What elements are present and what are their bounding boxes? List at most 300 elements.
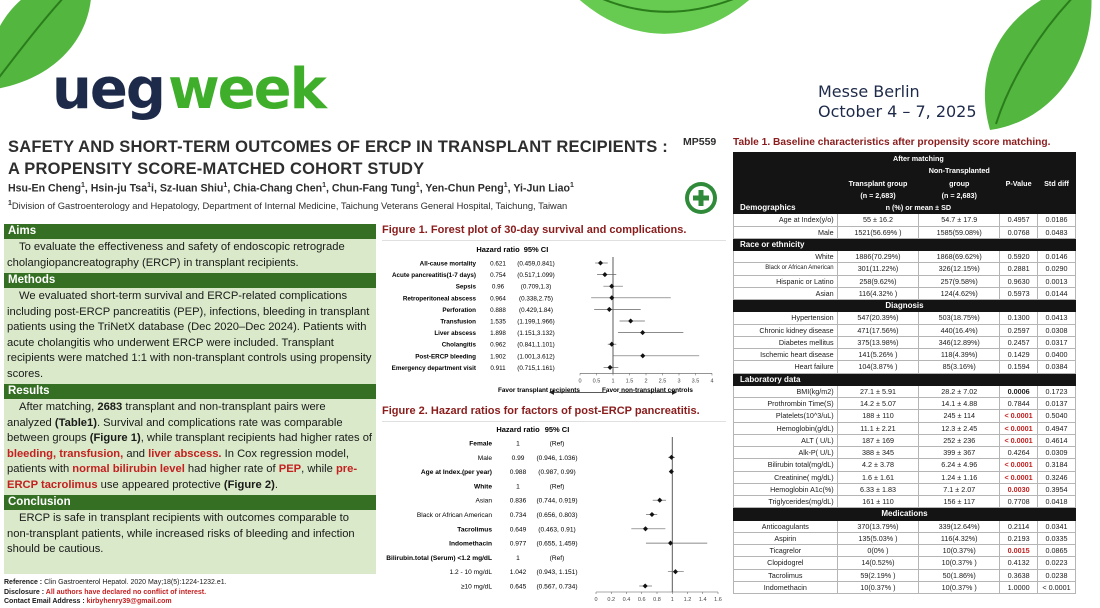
row-label: Asian [734,287,838,299]
non-transplant-value: 12.3 ± 2.45 [919,422,1000,434]
p-value: 0.1300 [1000,312,1038,324]
table-row [734,496,1076,508]
row-label: Creatinine( mg/dL) [734,471,838,483]
non-transplant-header-l1: Non-Transplanted [919,165,1000,177]
std-diff: 0.4947 [1038,422,1076,434]
table-header-blank [734,153,838,165]
x-tick-label: 0.5 [592,378,601,385]
table-row [734,385,1076,397]
non-transplant-value: 7.1 ± 2.07 [919,483,1000,495]
author-name: Hsin-ju Tsa [90,182,148,195]
transplant-value: 388 ± 345 [837,447,919,459]
p-value: 1.0000 [1000,581,1038,593]
conclusion-text: ERCP is safe in transplant recipients with outcomes comparable to non-transplant patients, while increased risks of bleeding and infection should be cautious. [7,512,355,555]
row-label: Emergency department visit [391,364,476,372]
results-heading: Results [4,384,376,399]
ci-value: (0.709,1.3) [520,283,552,291]
ci-value: (0.841,1.101) [517,341,555,349]
x-tick-label: 0.8 [653,597,661,603]
non-transplant-value: 10(0.37% ) [919,557,1000,569]
table-section-row [734,202,1076,214]
transplant-value: 104(3.87% ) [837,361,919,373]
row-label: Cholangitis [441,341,476,349]
x-tick-label: 3 [677,378,681,385]
std-diff: 0.3184 [1038,459,1076,471]
point-estimate [609,284,614,289]
results-figure2-ref: (Figure 2) [223,478,275,491]
row-label: Heart failure [734,361,838,373]
table-row [734,459,1076,471]
author-affiliation-mark: 1 [503,182,508,189]
hazard-ratio-value: 1.042 [509,569,527,577]
ci-value: (0.987, 0.99) [538,469,576,477]
row-label: Age at Index(y/o) [734,214,838,226]
hazard-ratio-value: 0.962 [490,341,506,349]
table-section-label: Laboratory data [734,373,1076,385]
author-affiliation-mark: 1 [147,182,151,189]
std-diff: 0.0418 [1038,496,1076,508]
table-header-blank [1038,165,1076,177]
transplant-value: 0(0% ) [837,545,919,557]
table-header-blank [1000,153,1038,165]
x-tick-label: 1.6 [714,597,722,603]
row-label: Hemoglobin A1c(%) [734,483,838,495]
non-transplant-value: 245 ± 114 [919,410,1000,422]
std-diff: 0.4614 [1038,434,1076,446]
row-label: Hemoglobin(g/dL) [734,422,838,434]
transplant-value: 59(2.19% ) [837,569,919,581]
transplant-value: 375(13.98%) [837,336,919,348]
non-transplant-value: 440(16.4%) [919,324,1000,336]
p-value: 0.7708 [1000,496,1038,508]
std-diff: < 0.0001 [1038,581,1076,593]
std-diff: 0.0413 [1038,312,1076,324]
table-section-row [734,508,1076,520]
results-highlight: bleeding, transfusion, [7,447,124,460]
non-transplant-value: 503(18.75%) [919,312,1000,324]
row-label: Transfusion [440,318,476,326]
ci-value: (0.946, 1.036) [536,454,578,462]
hazard-ratio-value: 0.99 [511,454,525,462]
point-estimate [609,295,614,300]
non-transplant-value: 1585(59.08%) [919,226,1000,238]
p-value: 0.2457 [1000,336,1038,348]
results-part: . [274,478,278,491]
hazard-ratio-value: 0.649 [509,526,527,534]
ci-value: (0.567, 0.734) [536,583,578,591]
std-diff: 0.0144 [1038,287,1076,299]
transplant-value: 11.1 ± 2.21 [837,422,919,434]
point-estimate [657,498,662,503]
reference-text: Clin Gastroenterol Hepatol. 2020 May;18(5):1224-1232.e1. [44,579,227,586]
transplant-value: 14.2 ± 5.07 [837,398,919,410]
affiliation-text: Division of Gastroenterology and Hepatology, Department of Internal Medicine, Taichung Veterans General Hospital, Taichung, Taiwan [11,200,568,212]
point-estimate [609,342,614,347]
p-value: < 0.0001 [1000,471,1038,483]
x-tick-label: 0 [594,597,598,603]
demographics-label: Demographics [734,202,838,214]
poster-title-line1: SAFETY AND SHORT-TERM OUTCOMES OF ERCP IN TRANSPLANT RECIPIENTS : [8,138,668,156]
hazard-ratio-value: 0.988 [509,469,527,477]
x-tick-label: 1.5 [625,378,634,385]
std-diff: 0.0013 [1038,275,1076,287]
table-header-blank [837,165,919,177]
hazard-ratio-value: 0.836 [509,497,527,505]
venue-place: Messe Berlin [818,82,920,101]
favor-right-label: Favor non-transplant controls [602,387,693,394]
point-estimate [640,353,645,358]
row-label: Chronic kidney disease [734,324,838,336]
hazard-ratio-value: 1.902 [490,353,506,361]
non-transplant-value: 10(0.37%) [919,545,1000,557]
row-label: Post-ERCP bleeding [415,353,476,361]
venue-dates: October 4 – 7, 2025 [818,102,977,121]
x-tick-label: 0.2 [607,597,616,603]
row-label: Triglycerides(mg/dL) [734,496,838,508]
figure1-title: Figure 1. Forest plot of 30-day survival and complications. [382,224,687,236]
table-header-blank [1038,153,1076,165]
affiliation [8,200,567,211]
row-label: Anticoagulants [734,520,838,532]
non-transplant-value: 50(1.86%) [919,569,1000,581]
std-diff: 0.0865 [1038,545,1076,557]
non-transplant-value: 1.24 ± 1.16 [919,471,1000,483]
after-matching-header: After matching [837,153,999,165]
row-label: Female [469,440,492,448]
ci-value: (Ref) [549,483,565,491]
ci-value: (Ref) [549,440,565,448]
x-tick-label: 0 [578,378,582,385]
non-transplant-value: 326(12.15%) [919,263,1000,275]
aims-text: To evaluate the effectiveness and safety of endoscopic retrograde cholangiopancreatography (ERCP) in transplant recipients. [7,241,345,269]
row-label: Tacrolimus [734,569,838,581]
table-section-label: Medications [734,508,1076,520]
author-affiliation-mark: 1 [322,182,326,189]
x-tick-label: 1.4 [698,597,707,603]
disclosure-text: All authors have declared no conflict of interest. [45,588,207,596]
row-label: Prothrombin Time(S) [734,398,838,410]
row-label: Perforation [442,306,476,314]
point-estimate [649,512,654,517]
row-label: Ticagrelor [734,545,838,557]
table-row [734,214,1076,226]
hazard-ratio-value: 1 [516,554,520,562]
p-value: 0.4957 [1000,214,1038,226]
non-transplant-value: 116(4.32%) [919,532,1000,544]
poster-header [0,0,1080,133]
row-label: Aspirin [734,532,838,544]
transplant-value: 1521(56.69% ) [837,226,919,238]
results-highlight: liver abscess. [148,447,222,460]
std-diff: 0.0400 [1038,349,1076,361]
table-row [734,349,1076,361]
std-diff: 0.0384 [1038,361,1076,373]
table-header-row [734,177,1076,189]
p-value: 0.5920 [1000,251,1038,263]
row-label: All-cause mortality [419,260,476,268]
hazard-ratio-value: 0.888 [490,306,506,314]
p-value: 0.2193 [1000,532,1038,544]
left-column [4,224,376,574]
hr-column-header: Hazard ratio [476,245,520,254]
std-diff: 0.3246 [1038,471,1076,483]
point-estimate [602,272,607,277]
affiliation-mark: 1 [8,200,12,207]
table-header-blank [1038,189,1076,201]
transplant-value: 6.33 ± 1.83 [837,483,919,495]
non-transplant-header-l2: group [919,177,1000,189]
row-label: Black or African American [734,263,838,275]
stddiff-header: Std diff [1038,177,1076,189]
results-part: In Cox regression model, patients with [7,447,350,475]
hazard-ratio-value: 0.734 [509,512,527,519]
std-diff: 0.0341 [1038,520,1076,532]
hazard-ratio-value: 0.911 [490,364,506,372]
transplant-header: Transplant group [837,177,919,189]
p-value: 0.0006 [1000,385,1038,397]
ci-value: (0.656, 0.803) [536,512,578,519]
hazard-ratio-value: 1 [516,483,520,491]
hazard-ratio-value: 0.621 [490,260,506,268]
results-table-ref: (Table1) [54,416,97,429]
contact-label: Contact Email Address : [4,598,87,605]
table-header-blank [734,177,838,189]
transplant-value: 161 ± 110 [837,496,919,508]
point-estimate [669,455,674,460]
figure2-forest-plot [382,422,726,603]
non-transplant-value: 339(12.64%) [919,520,1000,532]
disclosure-line [4,588,376,598]
row-label: Alk-P( U/L) [734,447,838,459]
transplant-value: 547(20.39%) [837,312,919,324]
pvalue-header: P-Value [1000,177,1038,189]
contact-line [4,597,376,607]
std-diff: 0.0238 [1038,569,1076,581]
p-value: 0.2597 [1000,324,1038,336]
transplant-value: 27.1 ± 5.91 [837,385,919,397]
author-name-suffix: i [151,182,154,195]
table-row [734,226,1076,238]
hazard-ratio-value: 0.645 [509,583,527,591]
transplant-value: 141(5.26% ) [837,349,919,361]
transplant-value: 258(9.62%) [837,275,919,287]
author-name: Chun-Fang Tung [331,182,416,195]
contact-email[interactable]: kirbyhenry39@gmail.com [86,598,172,605]
hazard-ratio-value: 1.535 [490,318,506,326]
results-pairs-count: 2683 [97,401,123,413]
results-highlight: pre-ERCP tacrolimus [7,463,358,491]
point-estimate [608,365,613,370]
row-label: Black or African American [416,512,492,519]
table-row [734,287,1076,299]
results-part: transplant and non-transplant pairs were analyzed [7,401,326,429]
non-transplant-value: 6.24 ± 4.96 [919,459,1000,471]
table-header-blank [1000,189,1038,201]
non-transplant-value: 252 ± 236 [919,434,1000,446]
p-value: 0.5973 [1000,287,1038,299]
non-transplant-value: 346(12.89%) [919,336,1000,348]
p-value: 0.0768 [1000,226,1038,238]
reference-line [4,578,376,588]
table-row [734,312,1076,324]
p-value: < 0.0001 [1000,459,1038,471]
methods-heading: Methods [4,273,376,288]
row-label: Clopidogrel [734,557,838,569]
row-label: White [734,251,838,263]
row-label: Liver abscess [434,330,476,338]
ci-value: (Ref) [549,554,565,562]
table-section-row [734,238,1076,250]
row-label: ALT ( U/L) [734,434,838,446]
table-row [734,447,1076,459]
results-part: had higher rate of [184,463,279,475]
x-tick-label: 0.6 [637,597,646,603]
row-label: Indomethacin [449,540,492,548]
non-transplant-value: 10(0.37% ) [919,581,1000,593]
p-value: 0.1594 [1000,361,1038,373]
table-row [734,581,1076,593]
table-row [734,251,1076,263]
aims-heading: Aims [4,224,376,239]
std-diff: 0.3954 [1038,483,1076,495]
table-section-row [734,300,1076,312]
venue-block [818,82,977,122]
std-diff: 0.0317 [1038,336,1076,348]
row-label: Platelets(10^3/uL) [734,410,838,422]
p-value: 0.2881 [1000,263,1038,275]
table-header-blank [734,165,838,177]
poster-id: MP559 [683,136,717,148]
leaf-decoration-top [560,0,760,50]
units-label: n (%) or mean ± SD [837,202,999,214]
std-diff: 0.0146 [1038,251,1076,263]
non-transplant-value: 85(3.16%) [919,361,1000,373]
table-row [734,434,1076,446]
author-affiliation-mark: 1 [80,182,85,189]
row-label: Male [477,454,492,462]
p-value: < 0.0001 [1000,422,1038,434]
table-row [734,545,1076,557]
non-transplant-value: 54.7 ± 17.9 [919,214,1000,226]
poster-title-line2: A PROPENSITY SCORE-MATCHED COHORT STUDY [8,160,425,178]
figure2-box [382,421,726,603]
poster-title [8,136,668,180]
table-row [734,569,1076,581]
transplant-value: 1886(70.29%) [837,251,919,263]
row-label: Hypertension [734,312,838,324]
table-row [734,471,1076,483]
non-transplant-value: 399 ± 367 [919,447,1000,459]
x-tick-label: 4 [710,378,714,385]
p-value: 0.0030 [1000,483,1038,495]
table-header-blank [1038,202,1076,214]
table-section-label: Diagnosis [734,300,1076,312]
row-label: Tacrolimus [457,526,492,534]
author-list: Hsu-En Cheng$^1$, Hsin-ju Tsa$^1$i, Sz-Iuan Shiu$^1$, Chia-Chang Chen$^1$, Chun-Fang Tung$^1$, Yen-Chun Peng$^1$, Yi-Jun Liao$^1$ [8,182,574,195]
non-transplant-value: 14.1 ± 4.88 [919,398,1000,410]
table-row [734,483,1076,495]
results-part: After matching, [19,401,98,413]
results-text [4,399,376,495]
author-name: Yi-Jun Liao [513,182,571,195]
row-label: Acute pancreatitis(1-7 days) [392,272,476,280]
non-transplant-value: 156 ± 117 [919,496,1000,508]
row-label: ≥10 mg/dL [460,583,492,591]
non-transplant-value: 257(9.58%) [919,275,1000,287]
hazard-ratio-value: 0.977 [509,540,527,548]
figure2-title: Figure 2. Hazard ratios for factors of post-ERCP pancreatitis. [382,405,700,417]
hazard-ratio-value: 0.964 [490,295,506,303]
ci-value: (0.338,2.75) [519,295,553,303]
std-diff: 0.0223 [1038,557,1076,569]
results-figure1-ref: (Figure 1) [89,432,141,444]
ci-value: (0.715,1.161) [517,364,555,372]
table-header-row [734,165,1076,177]
results-highlight: PEP [278,463,302,475]
transplant-value: 55 ± 16.2 [837,214,919,226]
std-diff: 0.0290 [1038,263,1076,275]
std-diff: 0.0335 [1038,532,1076,544]
table-row [734,422,1076,434]
row-label: Ischemic heart disease [734,349,838,361]
table-section-row [734,373,1076,385]
x-tick-label: 0.4 [622,597,631,603]
table-row [734,336,1076,348]
table-row [734,557,1076,569]
table-row [734,532,1076,544]
point-estimate [607,307,612,312]
point-estimate [643,526,648,531]
row-label: 1.2 - 10 mg/dL [449,569,492,577]
ci-value: (0.463, 0.91) [538,526,576,534]
p-value: < 0.0001 [1000,434,1038,446]
results-part: and [123,447,149,460]
methods-text: We evaluated short-term survival and ERCP-related complications including post-ERCP pancreatitis (PEP), infections, bleeding in transplant patients using the TriNetX database (Dec 2020–Dec 2024). Patients with acute cholangitis who underwent ERCP were included. Transplant recipients were matched 1:1 with non-transplant controls using propensity scores. [7,290,372,380]
non-transplant-value: 1868(69.62%) [919,251,1000,263]
std-diff: 0.1723 [1038,385,1076,397]
ci-value: (0.655, 1.459) [536,540,578,548]
x-tick-label: 1.2 [683,597,692,603]
ci-value: (0.517,1.099) [517,272,555,280]
transplant-value: 14(0.52%) [837,557,919,569]
row-label: Retroperitoneal abscess [402,295,476,303]
std-diff: 0.0186 [1038,214,1076,226]
results-part: , while [301,463,336,475]
author-name: Yen-Chun Peng [425,182,504,195]
table-section-label: Race or ethnicity [734,238,1076,250]
transplant-value: 4.2 ± 3.78 [837,459,919,471]
std-diff: 0.0308 [1038,324,1076,336]
ci-value: (1.001,3.612) [517,353,555,361]
p-value: 0.1429 [1000,349,1038,361]
table-header-blank [1000,165,1038,177]
ci-value: (1.199,1.966) [517,318,555,326]
point-estimate [628,318,633,323]
row-label: Indomethacin [734,581,838,593]
non-transplant-value: 124(4.62%) [919,287,1000,299]
p-value: 0.4264 [1000,447,1038,459]
title-band [0,133,727,220]
std-diff: 0.0483 [1038,226,1076,238]
point-estimate [598,260,603,265]
table1-title: Table 1. Baseline characteristics after propensity score matching. [733,137,1051,148]
transplant-value: 187 ± 169 [837,434,919,446]
disclosure-label: Disclosure : [4,588,46,596]
std-diff: 0.0137 [1038,398,1076,410]
table-header-blank [734,189,838,201]
ci-value: (0.943, 1.151) [536,569,578,577]
hazard-ratio-value: 0.96 [491,283,505,291]
